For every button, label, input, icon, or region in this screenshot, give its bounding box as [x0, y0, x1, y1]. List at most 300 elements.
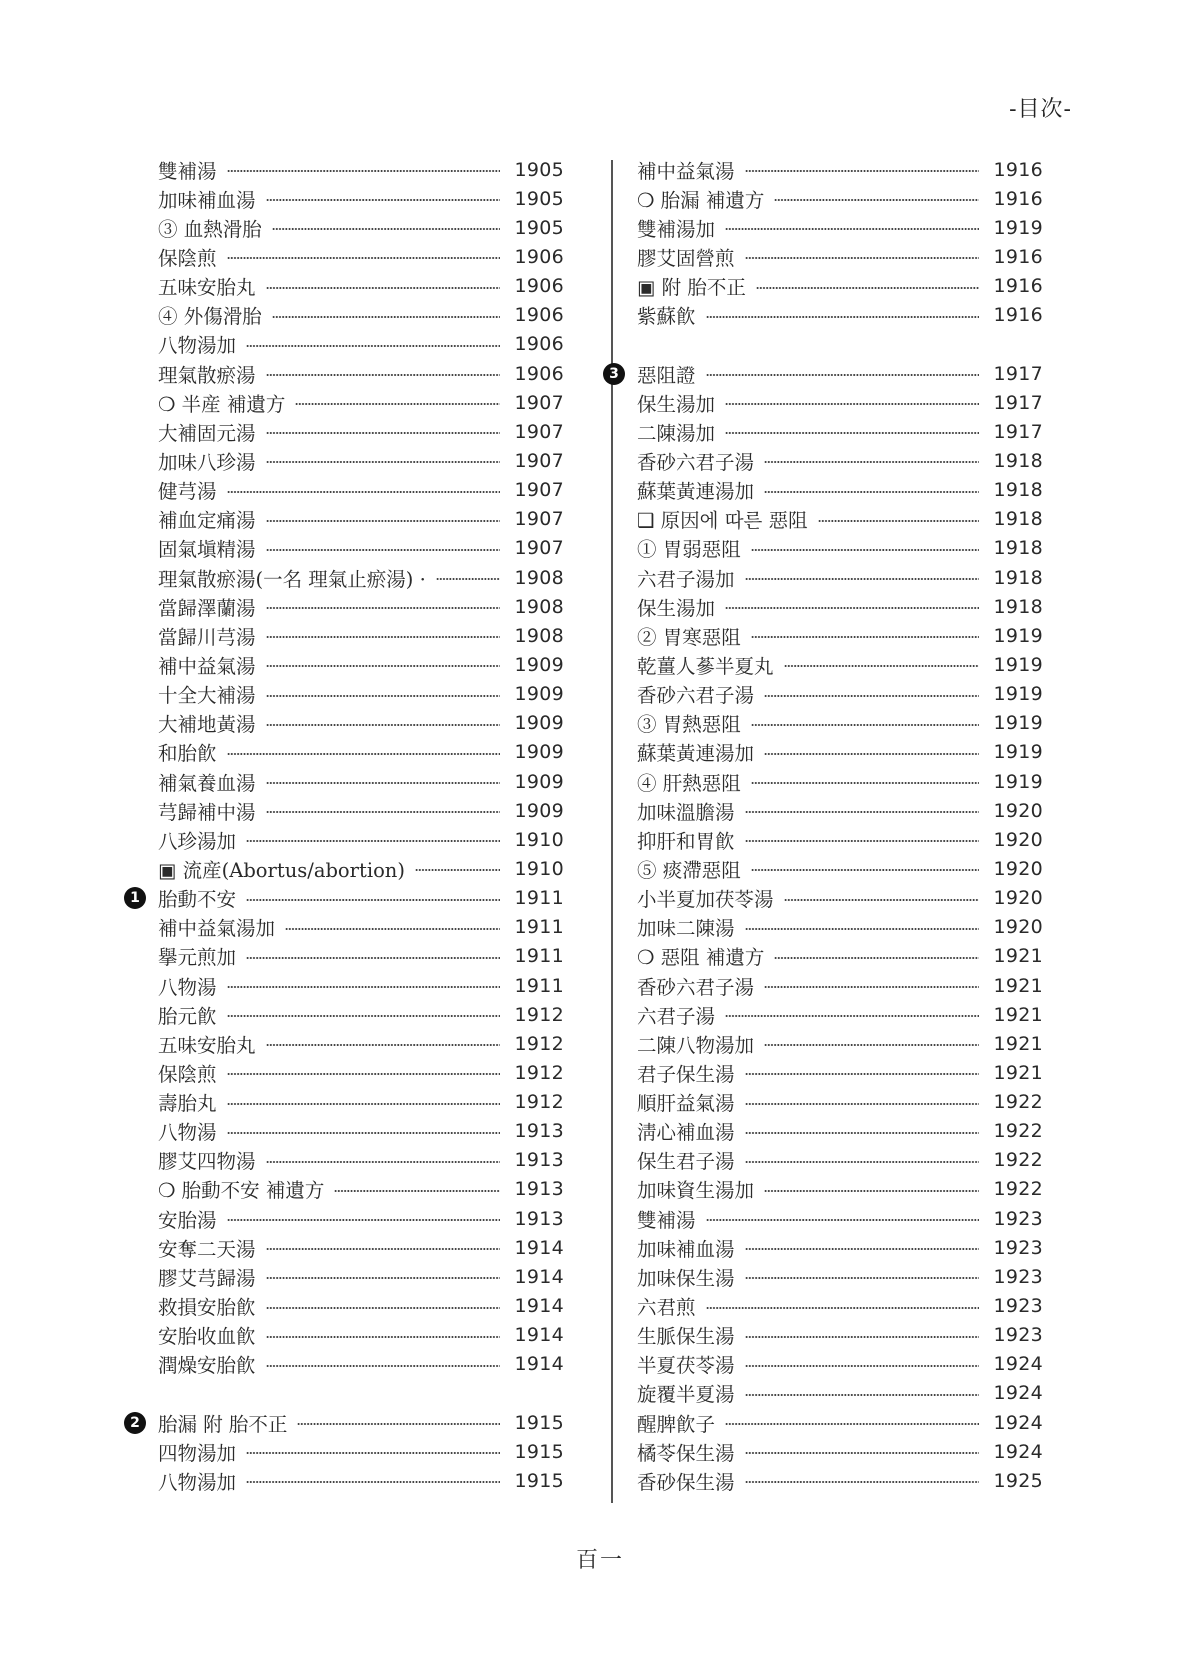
toc-entry-page: 1920: [993, 857, 1043, 880]
toc-entry-title: 加味溫膽湯: [637, 800, 735, 824]
dot-leader: [725, 432, 979, 434]
toc-entry-page: 1907: [514, 479, 564, 502]
toc-entry-title: ❑ 原因에 따른 惡阻: [637, 509, 808, 533]
toc-entry: [637, 272, 1043, 301]
toc-entry-title: 芎歸補中湯: [158, 800, 256, 824]
toc-entry-title: ② 胃寒惡阻: [637, 625, 741, 649]
dot-leader: [745, 1481, 979, 1483]
dot-leader: [764, 461, 979, 463]
toc-entry-title: 救損安胎飮: [158, 1296, 256, 1320]
toc-entry-page: 1909: [514, 741, 564, 764]
toc-entry-title: ③ 血熱滑胎: [158, 217, 262, 241]
toc-entry-page: 1906: [514, 362, 564, 385]
toc-entry: [637, 709, 1043, 738]
toc-entry-page: 1916: [993, 275, 1043, 298]
toc-entry: [637, 1437, 1043, 1466]
dot-leader: [764, 1044, 979, 1046]
toc-entry-page: 1912: [514, 1061, 564, 1084]
toc-entry-title: 加味補血湯: [637, 1237, 735, 1261]
toc-entry: [158, 971, 564, 1000]
dot-leader: [774, 957, 979, 959]
dot-leader: [764, 986, 979, 988]
dot-leader: [764, 695, 979, 697]
toc-entry: [637, 1175, 1043, 1204]
toc-entry-page: 1922: [993, 1120, 1043, 1143]
toc-entry-title: 八物湯加: [158, 1470, 237, 1494]
toc-entry-title: 補中益氣湯加: [158, 917, 276, 941]
toc-entry-page: 1911: [514, 916, 564, 939]
toc-entry: [637, 1204, 1043, 1233]
toc-entry: [158, 476, 564, 505]
toc-entry-title: 補血定痛湯: [158, 509, 256, 533]
toc-entry-page: 1923: [993, 1236, 1043, 1259]
dot-leader: [706, 316, 979, 318]
toc-entry-page: 1924: [993, 1440, 1043, 1463]
dot-leader: [266, 636, 500, 638]
dot-leader: [227, 1073, 500, 1075]
toc-entry: [158, 1175, 564, 1204]
page-header: -目次-: [1009, 97, 1072, 122]
toc-entry-page: 1912: [514, 1003, 564, 1026]
dot-leader: [266, 1277, 500, 1279]
toc-entry-page: 1919: [993, 624, 1043, 647]
dot-leader: [745, 170, 979, 172]
toc-column-right: [609, 155, 1043, 1495]
toc-entry-title: 固氣塡精湯: [158, 538, 256, 562]
dot-leader: [266, 1307, 500, 1309]
toc-entry-title: 蘇葉黃連湯加: [637, 480, 755, 504]
toc-entry: [637, 1233, 1043, 1262]
dot-leader: [295, 403, 500, 405]
toc-entry-title: 半夏茯苓湯: [637, 1354, 735, 1378]
toc-entry: [158, 1117, 564, 1146]
dot-leader: [227, 257, 500, 259]
dot-leader: [415, 869, 500, 871]
dot-leader: [266, 374, 500, 376]
toc-entry: [637, 1000, 1043, 1029]
toc-entry-page: 1906: [514, 333, 564, 356]
dot-leader: [745, 1248, 979, 1250]
toc-entry-page: 1907: [514, 537, 564, 560]
toc-entry-title: 八物湯加: [158, 334, 237, 358]
dot-leader: [266, 432, 500, 434]
toc-entry-page: 1923: [993, 1207, 1043, 1230]
dot-leader: [745, 1103, 979, 1105]
toc-entry-page: 1918: [993, 508, 1043, 531]
toc-entry-title: 加味資生湯加: [637, 1179, 755, 1203]
toc-entry: [158, 563, 564, 592]
toc-entry: [158, 1466, 564, 1495]
toc-entry-title: 保生湯加: [637, 392, 716, 416]
toc-entry-page: 1923: [993, 1265, 1043, 1288]
toc-entry-page: 1919: [993, 653, 1043, 676]
toc-entry: [637, 1379, 1043, 1408]
toc-entry: [158, 709, 564, 738]
dot-leader: [745, 840, 979, 842]
section-number-badge: 1: [124, 887, 146, 909]
toc-entry: [158, 796, 564, 825]
dot-leader: [745, 1336, 979, 1338]
toc-entry-title: 淸心補血湯: [637, 1121, 735, 1145]
toc-entry: [637, 417, 1043, 446]
toc-entry-page: 1908: [514, 595, 564, 618]
toc-entry-page: 1905: [514, 216, 564, 239]
toc-entry-title: 和胎飮: [158, 742, 217, 766]
toc-entry-page: 1924: [993, 1353, 1043, 1376]
toc-entry-title: 安奪二天湯: [158, 1237, 256, 1261]
toc-entry: [637, 476, 1043, 505]
toc-entry-title: 大補固元湯: [158, 421, 256, 445]
toc-entry: [158, 1350, 564, 1379]
dot-leader: [272, 228, 500, 230]
toc-entry-title: 生脈保生湯: [637, 1325, 735, 1349]
toc-entry: [637, 155, 1043, 184]
dot-leader: [764, 753, 979, 755]
toc-entry: [158, 446, 564, 475]
toc-entry: [609, 359, 1043, 388]
toc-entry-page: 1905: [514, 158, 564, 181]
toc-entry: [637, 971, 1043, 1000]
dot-leader: [764, 491, 979, 493]
dot-leader: [764, 1190, 979, 1192]
toc-entry-page: 1913: [514, 1120, 564, 1143]
dot-leader: [725, 1423, 979, 1425]
toc-entry-page: 1909: [514, 712, 564, 735]
toc-entry-title: ❍ 半産 補遺方: [158, 392, 286, 416]
dot-leader: [745, 578, 979, 580]
toc-entry: [158, 680, 564, 709]
toc-entry: [158, 1262, 564, 1291]
toc-entry: [158, 1146, 564, 1175]
toc-entry: [637, 767, 1043, 796]
toc-entry-page: 1914: [514, 1265, 564, 1288]
dot-leader: [745, 257, 979, 259]
dot-leader: [266, 1044, 500, 1046]
dot-leader: [246, 345, 500, 347]
toc-entry: [637, 505, 1043, 534]
toc-entry-title: 保生湯加: [637, 596, 716, 620]
toc-entry-title: 雙補湯: [158, 159, 217, 183]
toc-entry: [158, 1000, 564, 1029]
toc-entry-title: 理氣散瘀湯: [158, 363, 256, 387]
toc-entry-page: 1911: [514, 974, 564, 997]
dot-leader: [266, 461, 500, 463]
toc-entry-page: 1907: [514, 391, 564, 414]
toc-entry-title: 雙補湯加: [637, 217, 716, 241]
toc-entry-title: 保陰煎: [158, 246, 217, 270]
toc-entry-page: 1912: [514, 1032, 564, 1055]
toc-entry: [637, 913, 1043, 942]
dot-leader: [246, 957, 500, 959]
toc-entry-page: 1909: [514, 799, 564, 822]
spacer: [637, 330, 1043, 359]
toc-entry-title: 保陰煎: [158, 1062, 217, 1086]
dot-leader: [725, 403, 979, 405]
toc-entry-page: 1910: [514, 857, 564, 880]
dot-leader: [266, 607, 500, 609]
toc-entry-page: 1916: [993, 304, 1043, 327]
dot-leader: [227, 1132, 500, 1134]
toc-entry: [158, 1088, 564, 1117]
toc-entry-title: 胎漏 附 胎不正: [158, 1412, 288, 1436]
toc-entry: [637, 1262, 1043, 1291]
toc-entry-page: 1918: [993, 449, 1043, 472]
toc-entry: [637, 1466, 1043, 1495]
toc-entry-page: 1911: [514, 887, 564, 910]
toc-entry-title: ⑤ 痰滯惡阻: [637, 858, 741, 882]
toc-entry: [637, 1058, 1043, 1087]
toc-entry-title: ① 胃弱惡阻: [637, 538, 741, 562]
toc-entry: [637, 1029, 1043, 1058]
dot-leader: [706, 1307, 979, 1309]
page-number: 百一: [575, 1548, 624, 1573]
toc-entry-title: 理氣散瘀湯(一名 理氣止瘀湯) ·: [158, 567, 426, 591]
dot-leader: [227, 986, 500, 988]
toc-entry-page: 1913: [514, 1149, 564, 1172]
toc-entry-page: 1922: [993, 1178, 1043, 1201]
toc-entry: [637, 1088, 1043, 1117]
dot-leader: [706, 374, 979, 376]
toc-entry: [158, 650, 564, 679]
toc-entry: [158, 359, 564, 388]
toc-entry: [158, 592, 564, 621]
toc-entry-title: 潤燥安胎飮: [158, 1354, 256, 1378]
dot-leader: [745, 1365, 979, 1367]
toc-entry-title: 香砂六君子湯: [637, 975, 755, 999]
toc-entry: [637, 184, 1043, 213]
toc-entry-page: 1918: [993, 479, 1043, 502]
toc-entry-page: 1909: [514, 683, 564, 706]
toc-entry-page: 1919: [993, 216, 1043, 239]
toc-entry: [637, 1350, 1043, 1379]
toc-entry-page: 1921: [993, 974, 1043, 997]
toc-entry-page: 1922: [993, 1091, 1043, 1114]
toc-entry-title: 香砂保生湯: [637, 1470, 735, 1494]
toc-entry-title: 加味二陳湯: [637, 917, 735, 941]
toc-entry-title: 壽胎丸: [158, 1092, 217, 1116]
toc-entry-title: 橘苓保生湯: [637, 1441, 735, 1465]
dot-leader: [751, 636, 979, 638]
toc-entry: [637, 592, 1043, 621]
toc-entry-title: ❍ 惡阻 補遺方: [637, 946, 765, 970]
toc-entry-page: 1913: [514, 1178, 564, 1201]
toc-entry: [158, 505, 564, 534]
toc-entry-title: 膠艾芎歸湯: [158, 1266, 256, 1290]
toc-entry: [158, 1058, 564, 1087]
toc-entry-page: 1906: [514, 245, 564, 268]
toc-entry-title: ④ 肝熱惡阻: [637, 771, 741, 795]
toc-entry: [637, 301, 1043, 330]
toc-entry-page: 1916: [993, 158, 1043, 181]
toc-entry-page: 1924: [993, 1411, 1043, 1434]
dot-leader: [751, 782, 979, 784]
toc-entry: [637, 446, 1043, 475]
dot-leader: [227, 1015, 500, 1017]
dot-leader: [246, 840, 500, 842]
toc-entry-title: 二陳八物湯加: [637, 1033, 755, 1057]
toc-entry-page: 1908: [514, 566, 564, 589]
toc-entry-page: 1917: [993, 420, 1043, 443]
toc-entry-title: 十全大補湯: [158, 684, 256, 708]
toc-entry: [158, 272, 564, 301]
toc-entry-page: 1909: [514, 770, 564, 793]
dot-leader: [784, 899, 979, 901]
dot-leader: [745, 811, 979, 813]
toc-entry-page: 1914: [514, 1295, 564, 1318]
toc-entry: [637, 621, 1043, 650]
toc-entry: [158, 738, 564, 767]
section-number-badge: 3: [603, 363, 625, 385]
toc-entry: [637, 796, 1043, 825]
toc-entry: [637, 942, 1043, 971]
toc-entry: [637, 1146, 1043, 1175]
toc-entry: [158, 621, 564, 650]
toc-entry-title: 紫蘇飮: [637, 305, 696, 329]
dot-leader: [745, 1394, 979, 1396]
toc-entry-title: 旋覆半夏湯: [637, 1383, 735, 1407]
toc-entry-title: 加味保生湯: [637, 1266, 735, 1290]
toc-entry: [158, 1291, 564, 1320]
toc-entry-title: 當歸川芎湯: [158, 625, 256, 649]
toc-entry-page: 1915: [514, 1440, 564, 1463]
toc-entry-page: 1913: [514, 1207, 564, 1230]
toc-entry: [158, 913, 564, 942]
dot-leader: [745, 1277, 979, 1279]
toc-entry-page: 1918: [993, 566, 1043, 589]
dot-leader: [266, 811, 500, 813]
toc-entry-page: 1911: [514, 945, 564, 968]
toc-entry-page: 1920: [993, 887, 1043, 910]
dot-leader: [272, 316, 500, 318]
toc-entry-page: 1912: [514, 1091, 564, 1114]
toc-entry-title: 補中益氣湯: [637, 159, 735, 183]
toc-entry-page: 1908: [514, 624, 564, 647]
toc-column-left: [130, 155, 564, 1495]
dot-leader: [818, 520, 979, 522]
toc-entry-page: 1918: [993, 537, 1043, 560]
toc-entry: [637, 388, 1043, 417]
toc-entry: [158, 301, 564, 330]
toc-entry-page: 1905: [514, 187, 564, 210]
toc-entry-title: 健芎湯: [158, 480, 217, 504]
toc-entry-page: 1907: [514, 420, 564, 443]
dot-leader: [227, 1103, 500, 1105]
toc-entry: [158, 767, 564, 796]
toc-entry: [637, 680, 1043, 709]
dot-leader: [745, 928, 979, 930]
toc-entry-page: 1919: [993, 770, 1043, 793]
toc-entry-title: ❍ 胎動不安 補遺方: [158, 1179, 325, 1203]
toc-entry-title: 六君子湯: [637, 1004, 716, 1028]
toc-entry: [637, 854, 1043, 883]
toc-entry-title: 香砂六君子湯: [637, 684, 755, 708]
dot-leader: [227, 170, 500, 172]
toc-entry-title: 補中益氣湯: [158, 654, 256, 678]
column-divider: [611, 160, 613, 1503]
toc-entry: [158, 942, 564, 971]
dot-leader: [266, 1248, 500, 1250]
toc-entry: [637, 1408, 1043, 1437]
toc-entry: [637, 534, 1043, 563]
toc-entry: [637, 213, 1043, 242]
toc-entry-title: 保生君子湯: [637, 1150, 735, 1174]
dot-leader: [751, 869, 979, 871]
dot-leader: [246, 899, 500, 901]
toc-entry-page: 1920: [993, 828, 1043, 851]
dot-leader: [725, 228, 979, 230]
toc-entry-page: 1924: [993, 1382, 1043, 1405]
dot-leader: [266, 1365, 500, 1367]
toc-entry-page: 1915: [514, 1469, 564, 1492]
dot-leader: [745, 1132, 979, 1134]
toc-entry-title: 安胎湯: [158, 1208, 217, 1232]
toc-entry: [158, 1233, 564, 1262]
dot-leader: [246, 1481, 500, 1483]
dot-leader: [227, 1219, 500, 1221]
toc-entry-title: 惡阻證: [637, 363, 696, 387]
toc-entry-page: 1919: [993, 712, 1043, 735]
toc-entry: [158, 330, 564, 359]
spacer: [158, 1379, 564, 1408]
dot-leader: [725, 1015, 979, 1017]
toc-entry-title: 小半夏加茯苓湯: [637, 888, 774, 912]
toc-entry-page: 1921: [993, 1032, 1043, 1055]
toc-entry-title: 四物湯加: [158, 1441, 237, 1465]
dot-leader: [266, 1336, 500, 1338]
toc-entry-title: 六君子湯加: [637, 567, 735, 591]
toc-entry-title: 安胎收血飮: [158, 1325, 256, 1349]
toc-entry-title: 大補地黃湯: [158, 713, 256, 737]
toc-entry-title: 順肝益氣湯: [637, 1092, 735, 1116]
toc-entry: [158, 155, 564, 184]
toc-entry: [637, 1321, 1043, 1350]
toc-entry-title: 擧元煎加: [158, 946, 237, 970]
dot-leader: [784, 665, 979, 667]
toc-entry-title: 膠艾固營煎: [637, 246, 735, 270]
toc-entry-page: 1907: [514, 508, 564, 531]
dot-leader: [436, 578, 500, 580]
dot-leader: [751, 549, 979, 551]
toc-entry: [158, 854, 564, 883]
toc-entry-page: 1914: [514, 1353, 564, 1376]
toc-entry-page: 1915: [514, 1411, 564, 1434]
toc-entry-title: 胎元飮: [158, 1004, 217, 1028]
toc-entry: [637, 1117, 1043, 1146]
dot-leader: [266, 520, 500, 522]
toc-entry-page: 1914: [514, 1236, 564, 1259]
dot-leader: [745, 1452, 979, 1454]
toc-entry: [158, 1029, 564, 1058]
toc-entry-title: 香砂六君子湯: [637, 450, 755, 474]
toc-entry-title: 八物湯: [158, 1121, 217, 1145]
toc-entry-title: 當歸澤蘭湯: [158, 596, 256, 620]
toc-entry-page: 1914: [514, 1324, 564, 1347]
toc-entry-page: 1921: [993, 945, 1043, 968]
toc-entry: [637, 738, 1043, 767]
dot-leader: [334, 1190, 500, 1192]
dot-leader: [266, 695, 500, 697]
toc-entry: [637, 825, 1043, 854]
toc-entry: [130, 884, 564, 913]
toc-entry-page: 1916: [993, 187, 1043, 210]
dot-leader: [756, 287, 979, 289]
dot-leader: [751, 724, 979, 726]
toc-entry-title: 加味八珍湯: [158, 450, 256, 474]
toc-entry: [158, 184, 564, 213]
toc-entry: [637, 1291, 1043, 1320]
toc-entry-page: 1919: [993, 683, 1043, 706]
dot-leader: [266, 287, 500, 289]
